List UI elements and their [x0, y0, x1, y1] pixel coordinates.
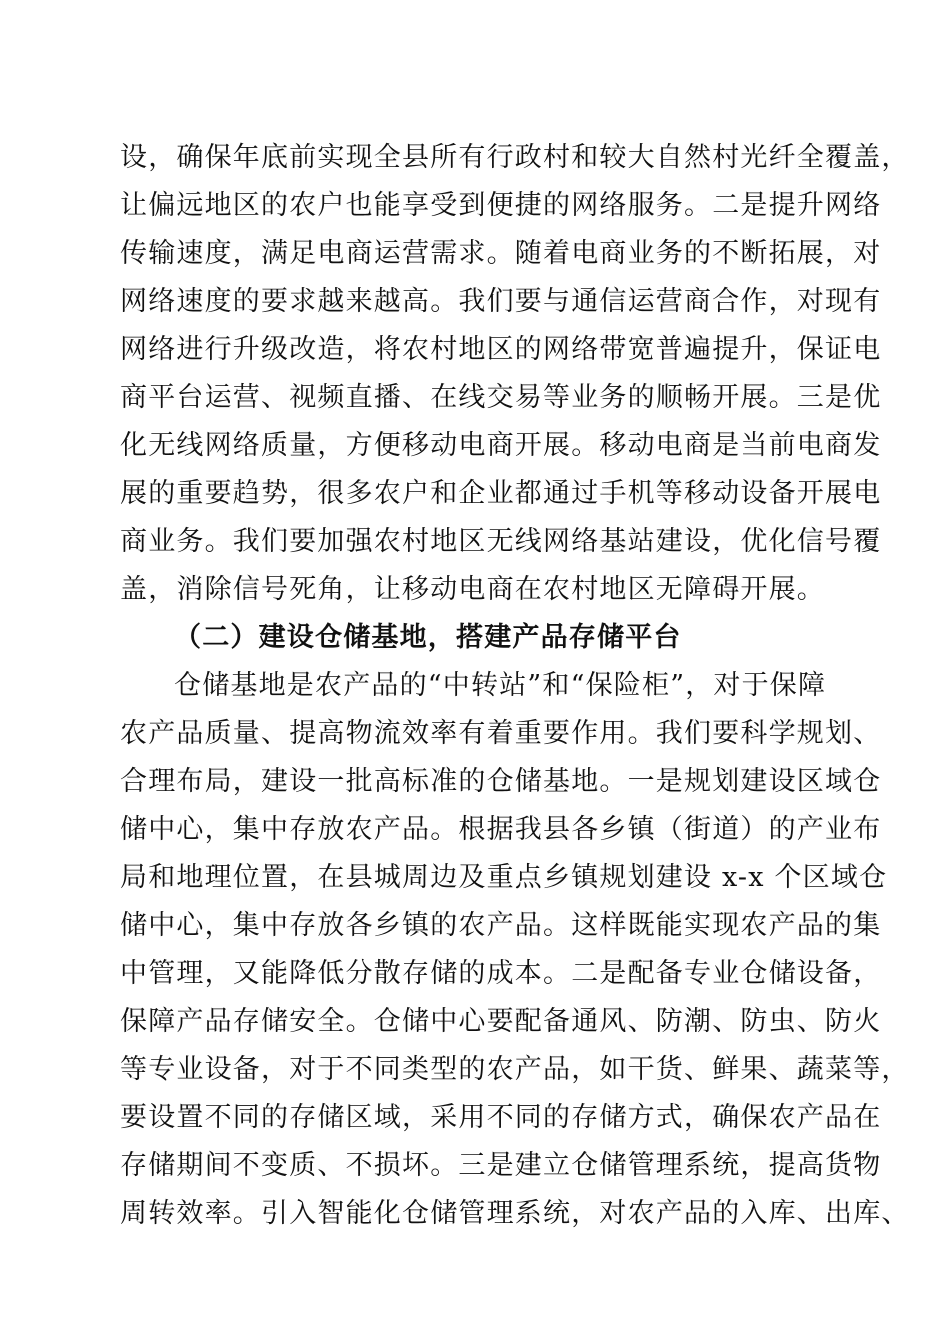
paragraph-line: 仓储基地是农产品的“中转站”和“保险柜”，对于保障: [174, 670, 827, 701]
paragraph-line: 盖，消除信号死角，让移动电商在农村地区无障碍开展。: [120, 574, 825, 605]
paragraph-line: 让偏远地区的农户也能享受到便捷的网络服务。二是提升网络: [120, 190, 882, 221]
paragraph-line: 合理布局，建设一批高标准的仓储基地。一是规划建设区域仓: [120, 766, 882, 797]
paragraph-line: 局和地理位置，在县城周边及重点乡镇规划建设 x-x 个区域仓: [120, 862, 888, 893]
paragraph-line: 网络进行升级改造，将农村地区的网络带宽普遍提升，保证电: [120, 334, 882, 365]
paragraph-line: 展的重要趋势，很多农户和企业都通过手机等移动设备开展电: [120, 478, 882, 509]
paragraph-line: 周转效率。引入智能化仓储管理系统，对农产品的入库、出库、: [120, 1198, 910, 1229]
paragraph-line: 传输速度，满足电商运营需求。随着电商业务的不断拓展，对: [120, 238, 882, 269]
paragraph-line: 商平台运营、视频直播、在线交易等业务的顺畅开展。三是优: [120, 382, 882, 413]
paragraph-line: 农产品质量、提高物流效率有着重要作用。我们要科学规划、: [120, 718, 882, 749]
paragraph-line: 网络速度的要求越来越高。我们要与通信运营商合作，对现有: [120, 286, 882, 317]
paragraph-line: 存储期间不变质、不损坏。三是建立仓储管理系统，提高货物: [120, 1150, 882, 1181]
paragraph-line: 化无线网络质量，方便移动电商开展。移动电商是当前电商发: [120, 430, 882, 461]
paragraph-line: 中管理，又能降低分散存储的成本。二是配备专业仓储设备，: [120, 958, 882, 989]
paragraph-line: 储中心，集中存放各乡镇的农产品。这样既能实现农产品的集: [120, 910, 882, 941]
paragraph-line: 要设置不同的存储区域，采用不同的存储方式，确保农产品在: [120, 1102, 882, 1133]
paragraph-line: 储中心，集中存放农产品。根据我县各乡镇（街道）的产业布: [120, 814, 882, 845]
paragraph-line: 商业务。我们要加强农村地区无线网络基站建设，优化信号覆: [120, 526, 882, 557]
paragraph-line: 等专业设备，对于不同类型的农产品，如干货、鲜果、蔬菜等，: [120, 1054, 910, 1085]
section-heading: （二）建设仓储基地，搭建产品存储平台: [174, 622, 682, 653]
paragraph-line: 保障产品存储安全。仓储中心要配备通风、防潮、防虫、防火: [120, 1006, 882, 1037]
paragraph-line: 设，确保年底前实现全县所有行政村和较大自然村光纤全覆盖，: [120, 142, 910, 173]
